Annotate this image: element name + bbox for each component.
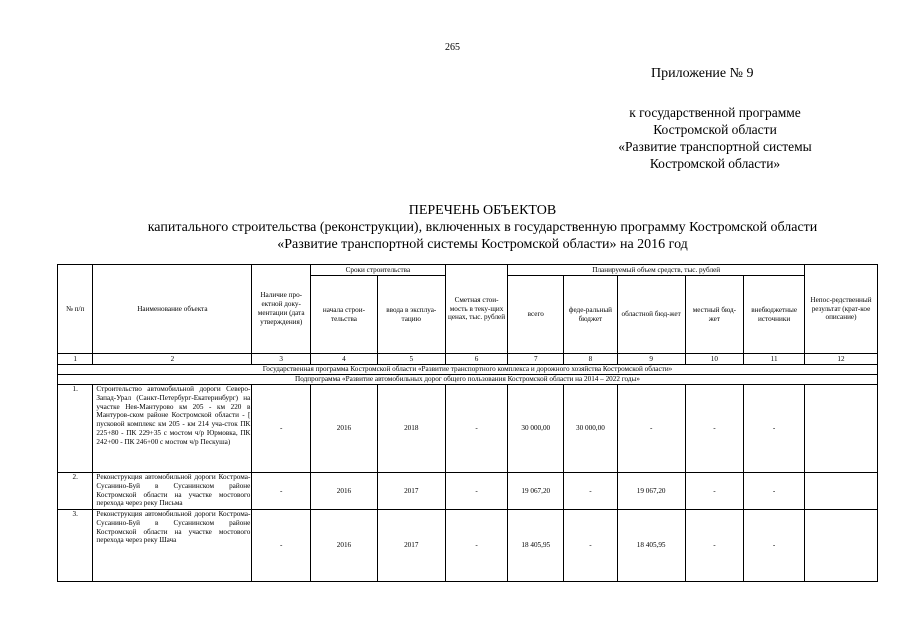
federal-cell: 30 000,00: [564, 385, 618, 473]
column-number: 9: [617, 354, 685, 365]
result-cell: [805, 473, 878, 510]
local-cell: -: [685, 385, 744, 473]
estimate-cell: -: [445, 473, 508, 510]
header-docs: Наличие про-ектной доку-ментации (дата утверждения): [252, 265, 311, 354]
column-number: 6: [445, 354, 508, 365]
federal-cell: -: [564, 510, 618, 582]
table-row: [58, 473, 878, 510]
column-numbers-row: [58, 354, 878, 365]
header-offbudget: внебюджетные источники: [744, 276, 805, 354]
column-number: 4: [311, 354, 378, 365]
header-name: Наименование объекта: [93, 265, 252, 354]
header-start: начала строи-тельства: [311, 276, 378, 354]
table-row: [58, 510, 878, 582]
row-number: 2.: [58, 473, 93, 510]
header-commission: ввода в эксплуа-тацию: [377, 276, 445, 354]
local-cell: -: [685, 510, 744, 582]
program-row: Государственная программа Костромской области «Развитие транспортного комплекса и дорожного хозяйства Костромской области»: [58, 365, 878, 375]
docs-cell: -: [252, 473, 311, 510]
offbudget-cell: -: [744, 385, 805, 473]
result-cell: [805, 510, 878, 582]
column-number: 3: [252, 354, 311, 365]
commission-cell: 2017: [377, 473, 445, 510]
header-total: всего: [508, 276, 564, 354]
document-subtitle: капитального строительства (реконструкции), включенных в государственную программу Костромской области: [147, 220, 818, 235]
header-planned: Планируемый объем средств, тыс. рублей: [508, 265, 805, 276]
object-name: Строительство автомобильной дороги Северо-Запад-Урал (Санкт-Петербург-Екатеринбург) на участке Нея-Мантурово км 205 - км 220 в Мантуров-ском районе Костромской области - [ пусковой комплекс км 205 - км 214 уча-сток ПК 225+80 - ПК 229+35 с мостом ч/р Юрмовка, ПК 242+00 - ПК 246+00 с мостом ч/р Пескуша): [93, 385, 252, 473]
document-title: ПЕРЕЧЕНЬ ОБЪЕКТОВ: [408, 203, 557, 218]
regional-cell: 18 405,95: [617, 510, 685, 582]
column-number: 1: [58, 354, 93, 365]
start-cell: 2016: [311, 385, 378, 473]
column-number: 8: [564, 354, 618, 365]
commission-cell: 2017: [377, 510, 445, 582]
start-cell: 2016: [311, 510, 378, 582]
total-cell: 19 067,20: [508, 473, 564, 510]
offbudget-cell: -: [744, 473, 805, 510]
object-name: Реконструкция автомобильной дороги Кострома-Сусанино-Буй в Сусанинском районе Костромской области на участке мостового перехода через реку Шача: [93, 510, 252, 582]
subprogram-row: Подпрограмма «Развитие автомобильных дорог общего пользования Костромской области на 2014 – 2022 годы»: [58, 375, 878, 385]
regional-cell: 19 067,20: [617, 473, 685, 510]
column-number: 10: [685, 354, 744, 365]
table-row: [58, 385, 878, 473]
header-result: Непос-редственный результат (крат-кое описание): [805, 265, 878, 354]
header-estimate: Сметная стои-мость в теку-щих ценах, тыс. рублей: [445, 265, 508, 354]
column-number: 12: [805, 354, 878, 365]
page-number: 265: [445, 42, 460, 53]
column-number: 11: [744, 354, 805, 365]
regional-cell: -: [617, 385, 685, 473]
start-cell: 2016: [311, 473, 378, 510]
document-heading: [0, 202, 905, 253]
offbudget-cell: -: [744, 510, 805, 582]
column-number: 5: [377, 354, 445, 365]
column-number: 2: [93, 354, 252, 365]
estimate-cell: -: [445, 510, 508, 582]
docs-cell: -: [252, 510, 311, 582]
document-subtitle: «Развитие транспортной системы Костромской области» на 2016 год: [277, 237, 688, 252]
header-federal: феде-ральный бюджет: [564, 276, 618, 354]
commission-cell: 2018: [377, 385, 445, 473]
header-terms: Сроки строительства: [311, 265, 446, 276]
appendix-label: Приложение № 9: [651, 66, 754, 81]
total-cell: 30 000,00: [508, 385, 564, 473]
program-line: к государственной программе: [629, 105, 801, 120]
column-number: 7: [508, 354, 564, 365]
docs-cell: -: [252, 385, 311, 473]
local-cell: -: [685, 473, 744, 510]
program-line: Костромской области»: [649, 156, 781, 171]
federal-cell: -: [564, 473, 618, 510]
header-regional: областной бюд-жет: [617, 276, 685, 354]
row-number: 3.: [58, 510, 93, 582]
program-line: «Развитие транспортной системы: [618, 139, 812, 154]
header-local: местный бюд-жет: [685, 276, 744, 354]
program-reference: [600, 104, 830, 172]
result-cell: [805, 385, 878, 473]
total-cell: 18 405,95: [508, 510, 564, 582]
header-num: № п/п: [58, 265, 93, 354]
object-name: Реконструкция автомобильной дороги Кострома-Сусанино-Буй в Сусанинском районе Костромской области на участке мостового перехода через реку Письма: [93, 473, 252, 510]
estimate-cell: -: [445, 385, 508, 473]
row-number: 1.: [58, 385, 93, 473]
objects-table: [57, 264, 878, 582]
program-line: Костромской области: [653, 122, 777, 137]
